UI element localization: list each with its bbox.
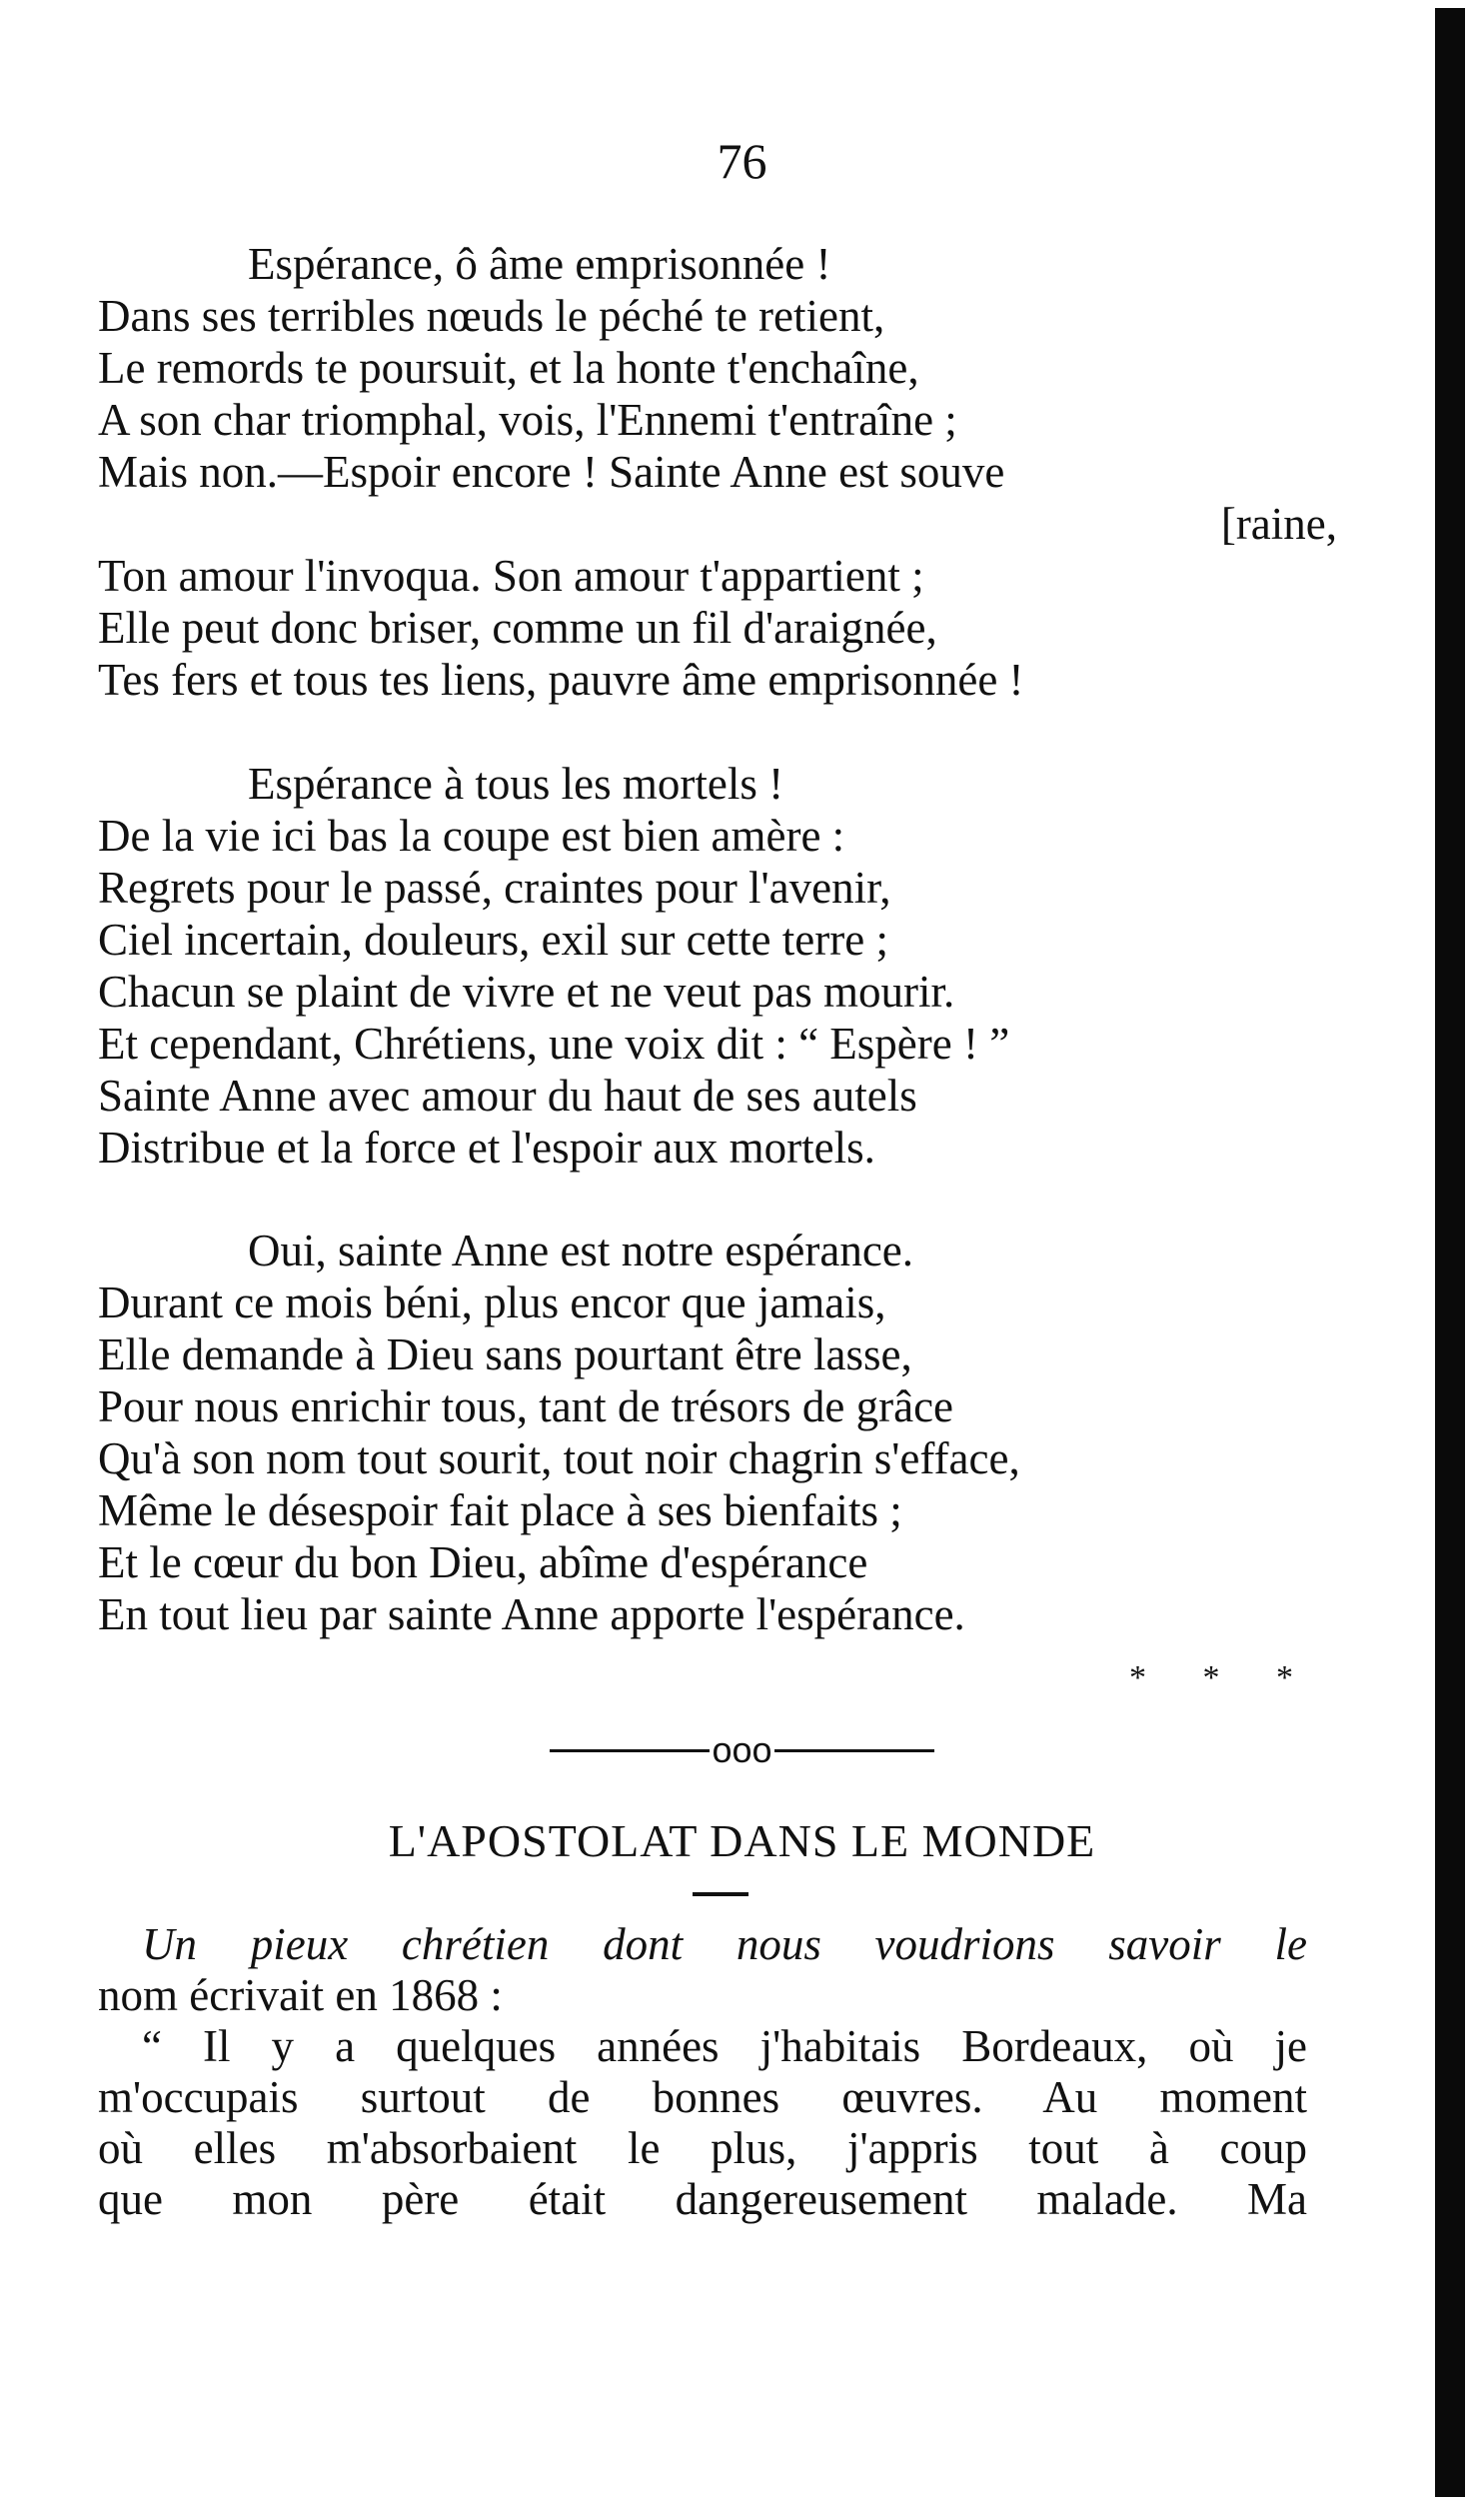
verse-line: Chacun se plaint de vivre et ne veut pas mourir. — [98, 967, 955, 1017]
verse-line: Espérance à tous les mortels ! — [248, 759, 784, 809]
verse-line-continuation: [raine, — [1220, 499, 1337, 549]
body-paragraph — [98, 1919, 1307, 2225]
paragraph-line: nom écrivait en 1868 : — [98, 1970, 503, 2020]
verse-line: Dans ses terribles nœuds le péché te retient, — [98, 291, 885, 341]
verse-line: Espérance, ô âme emprisonnée ! — [248, 239, 831, 289]
verse-line: Le remords te poursuit, et la honte t'enchaîne, — [98, 343, 919, 393]
paragraph-line: “ Il y a quelques années j'habitais Bordeaux, où je — [142, 2021, 1307, 2071]
verse-line: Elle peut donc briser, comme un fil d'araignée, — [98, 603, 937, 653]
poem-stanza-2 — [98, 758, 1337, 1174]
paragraph-line — [98, 1919, 1307, 1970]
paragraph-line: que mon père était dangereusement malade. Ma — [98, 2174, 1307, 2224]
verse-line: Durant ce mois béni, plus encor que jamais, — [98, 1277, 886, 1327]
verse-line: Pour nous enrichir tous, tant de trésors de grâce — [98, 1381, 954, 1431]
title-underline-dash — [693, 1892, 748, 1896]
verse-line: Qu'à son nom tout sourit, tout noir chagrin s'efface, — [98, 1433, 1020, 1483]
verse-line: Tes fers et tous tes liens, pauvre âme emprisonnée ! — [98, 655, 1024, 705]
verse-line: Sainte Anne avec amour du haut de ses autels — [98, 1071, 917, 1121]
verse-line: Regrets pour le passé, craintes pour l'avenir, — [98, 863, 891, 913]
verse-line: Mais non.—Espoir encore ! Sainte Anne est souve — [98, 447, 1005, 497]
verse-line: Même le désespoir fait place à ses bienfaits ; — [98, 1485, 902, 1535]
verse-line: A son char triomphal, vois, l'Ennemi t'entraîne ; — [98, 395, 957, 445]
separator-ornament: ooo — [712, 1729, 772, 1771]
page-number: 76 — [717, 133, 767, 189]
section-separator — [0, 1723, 1484, 1771]
poem-stanza-1 — [98, 238, 1337, 706]
section-title: L'APOSTOLAT DANS LE MONDE — [388, 1815, 1096, 1866]
verse-line: Ciel incertain, douleurs, exil sur cette terre ; — [98, 915, 888, 965]
page-edge-bar — [1435, 8, 1465, 2497]
separator-rule-left — [550, 1749, 710, 1752]
poem-stanza-3 — [98, 1225, 1337, 1640]
separator-rule-right — [774, 1749, 934, 1752]
paragraph-line: où elles m'absorbaient le plus, j'appris tout à coup — [98, 2123, 1307, 2173]
verse-line: Elle demande à Dieu sans pourtant être lasse, — [98, 1329, 912, 1379]
verse-line: En tout lieu par sainte Anne apporte l'espérance. — [98, 1589, 965, 1639]
italic-text: Un pieux chrétien dont nous voudrions savoir le — [142, 1919, 1307, 1969]
verse-line: Oui, sainte Anne est notre espérance. — [248, 1226, 914, 1275]
verse-line: Et le cœur du bon Dieu, abîme d'espérance — [98, 1537, 868, 1587]
verse-line: De la vie ici bas la coupe est bien amère : — [98, 811, 845, 861]
paragraph-line: m'occupais surtout de bonnes œuvres. Au moment — [98, 2072, 1307, 2122]
verse-line: Ton amour l'invoqua. Son amour t'appartient ; — [98, 551, 924, 601]
verse-line: Distribue et la force et l'espoir aux mortels. — [98, 1123, 875, 1173]
poem-end-asterisks: * * * — [1129, 1659, 1317, 1696]
verse-line: Et cependant, Chrétiens, une voix dit : “ Espère ! ” — [98, 1019, 1010, 1069]
